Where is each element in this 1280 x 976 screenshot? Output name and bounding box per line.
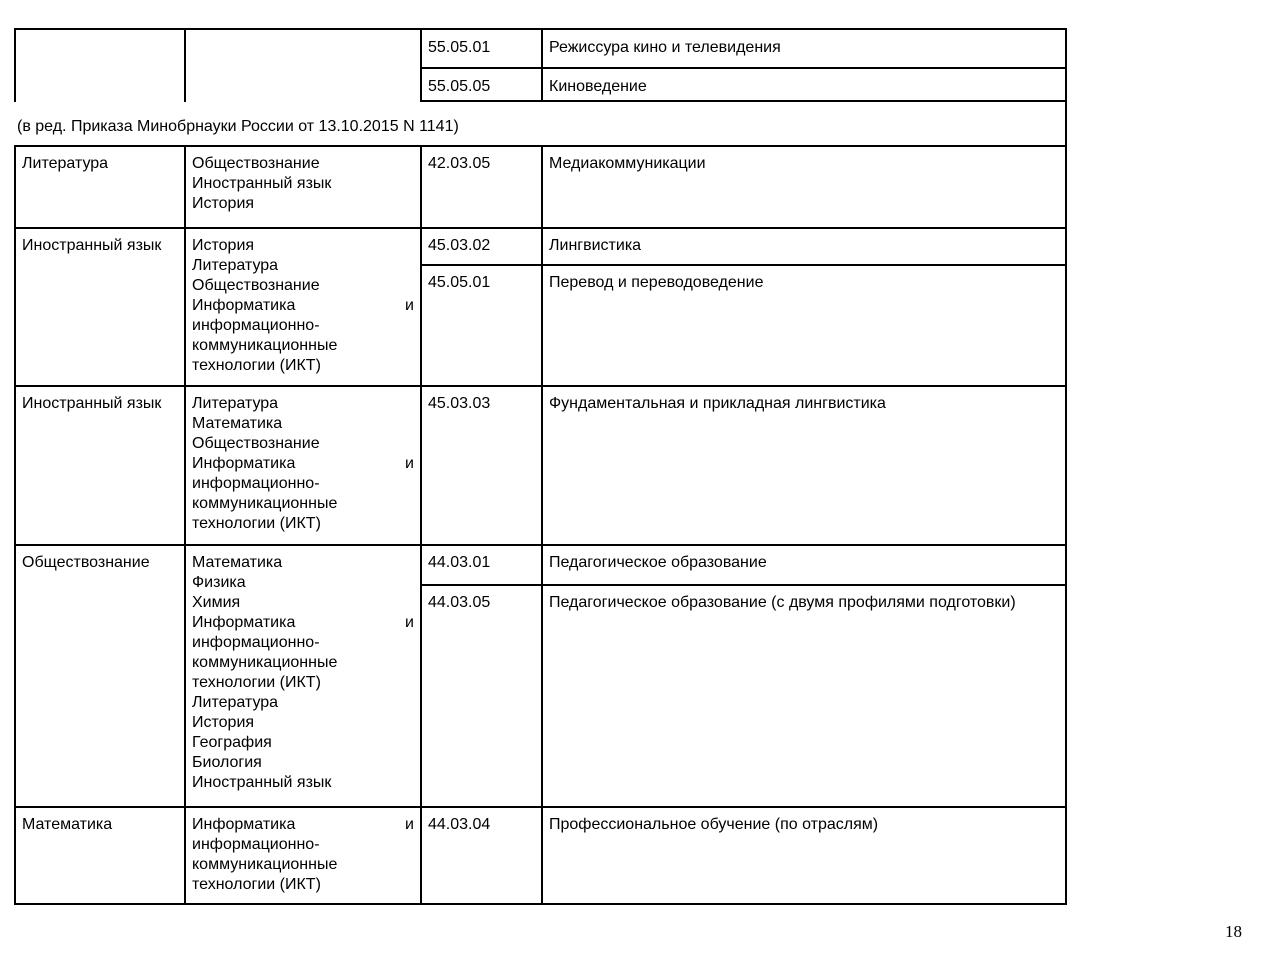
specialties-cells [422,30,1065,102]
specialty-code-cell: 42.03.05 [422,147,543,227]
specialty-name-cell: Перевод и переводоведение [549,274,764,291]
specialty-name-cell: Медиакоммуникации [549,155,706,172]
other-subject: История [192,195,255,212]
page-number: 18 [1225,922,1242,941]
other-subject: Математика [192,415,283,432]
table-row [16,385,1065,544]
other-subject: Иностранный язык [192,175,332,192]
other-subject: Обществознание [192,435,320,452]
exam-subjects-table [14,145,1067,905]
subject-cell: Обществознание [16,546,186,806]
other-subject: Физика [192,574,246,591]
other-subject: Биология [192,754,262,771]
specialty-code-cell: 44.03.04 [422,808,543,903]
specialties-cells [422,387,1065,544]
other-subject: Информатика и информационно-коммуникационные технологии (ИКТ) [192,297,414,374]
subject-cell: Иностранный язык [16,229,186,385]
specialty-code-cell: 55.05.05 [422,69,543,100]
table-row [16,227,1065,385]
specialty-row [422,229,1065,264]
specialties-cells [422,808,1065,903]
table-row [16,806,1065,903]
specialties-cells [422,229,1065,385]
specialty-row [422,546,1065,584]
specialty-name-cell: Лингвистика [549,237,642,254]
subject-cell: Математика [16,808,186,903]
table-row [16,544,1065,806]
table-row [16,147,1065,227]
specialty-row [422,387,1065,544]
amendment-note: (в ред. Приказа Минобрнауки России от 13.10.2015 N 1141) [14,102,1067,145]
other-subject: Иностранный язык [192,774,332,791]
other-subject: Информатика и информационно-коммуникационные технологии (ИКТ) [192,455,414,532]
other-subject: Литература [192,395,279,412]
specialty-code-cell: 45.03.03 [422,387,543,544]
other-subject: Обществознание [192,155,320,172]
other-subject: Математика [192,554,283,571]
table-row [422,69,1065,102]
specialty-name-cell: Киноведение [549,78,647,95]
specialties-cells [422,147,1065,227]
other-subject: История [192,714,255,731]
other-subject: Информатика и информационно-коммуникационные технологии (ИКТ) [192,614,414,691]
other-subject: География [192,734,272,751]
subject-cell: Иностранный язык [16,387,186,544]
other-subjects-cell [186,546,422,806]
other-subjects-cell [186,387,422,544]
specialty-code-cell: 44.03.01 [422,546,543,584]
other-subject: Литература [192,694,279,711]
other-subject: Литература [192,257,279,274]
specialty-name-cell: Педагогическое образование [549,554,767,571]
other-subject: Обществознание [192,277,320,294]
empty-other-subjects-cell [186,30,422,102]
other-subjects-cell [186,147,422,227]
specialty-name-cell: Режиссура кино и телевидения [549,39,781,56]
specialty-row [422,808,1065,903]
specialty-code-cell: 45.03.02 [422,229,543,264]
specialty-name-cell: Профессиональное обучение (по отраслям) [549,816,879,833]
specialty-row [422,147,1065,227]
empty-subject-cell [16,30,186,102]
specialty-row [422,264,1065,385]
table-continuation-group [14,28,1067,102]
specialty-name-cell: Фундаментальная и прикладная лингвистика [549,395,886,412]
specialty-code-cell: 44.03.05 [422,586,543,806]
specialties-cells [422,546,1065,806]
other-subjects-cell [186,229,422,385]
specialty-row [422,584,1065,806]
other-subject: Химия [192,594,241,611]
specialty-name-cell: Педагогическое образование (с двумя профилями подготовки) [549,594,1016,611]
specialty-code-cell: 45.05.01 [422,266,543,385]
other-subjects-cell [186,808,422,903]
table-row [422,30,1065,69]
other-subject: История [192,237,255,254]
other-subject: Информатика и информационно-коммуникационные технологии (ИКТ) [192,816,414,893]
specialty-code-cell: 55.05.01 [422,30,543,67]
subject-cell: Литература [16,147,186,227]
